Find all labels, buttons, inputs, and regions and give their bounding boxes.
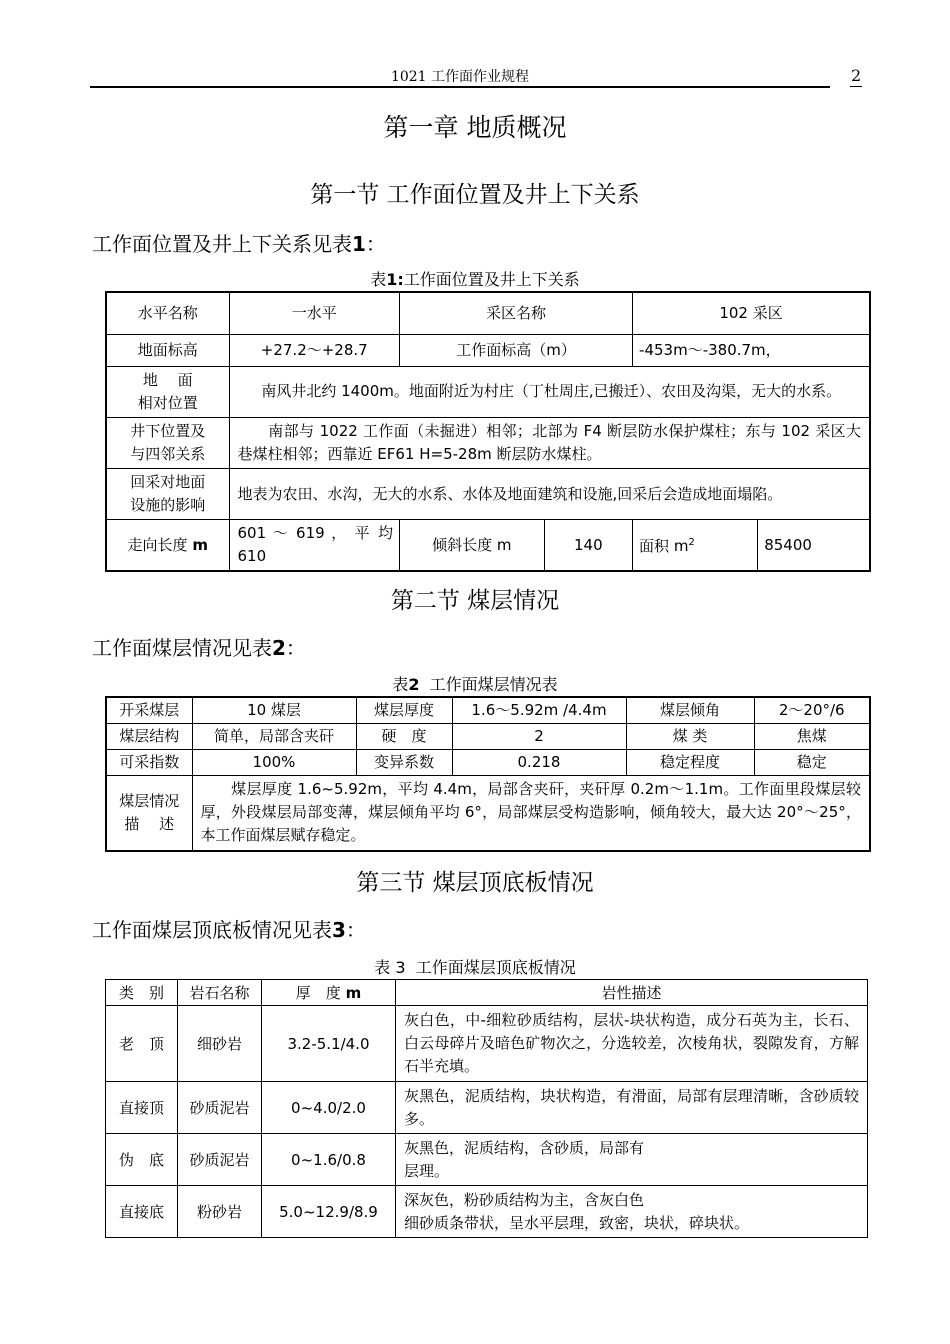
section3-intro-end: ： <box>345 918 366 942</box>
table3-cell: 细砂岩 <box>178 1006 262 1082</box>
table2-row <box>106 697 870 723</box>
header-title: 1021 工作面作业规程 <box>390 69 530 85</box>
table3-header-row <box>106 980 868 1006</box>
table1-cell-text: 面积 m <box>639 537 689 556</box>
section1-intro-text: 工作面位置及井上下关系见表 <box>92 232 352 256</box>
table3-header-cell: 岩石名称 <box>178 980 262 1006</box>
table3-cell-line: 层理。 <box>404 1161 450 1180</box>
table1-cell: 一水平 <box>229 292 399 334</box>
table2-caption-prefix: 表 <box>392 675 409 694</box>
table3-cell <box>396 1134 868 1186</box>
table1-row <box>106 417 870 468</box>
table2-cell: 2 <box>452 723 626 749</box>
table1-cell-line: 回采对地面 <box>130 472 206 491</box>
table1-cell: 140 <box>544 519 632 571</box>
section2-intro <box>92 632 306 661</box>
table1-cell <box>106 519 229 571</box>
table1-cell-unit: m <box>192 535 208 554</box>
table3-header-text: 厚 度 <box>295 983 341 1002</box>
table2-cell: 0.218 <box>452 749 626 775</box>
table1-row <box>106 519 870 571</box>
table3-cell: 伪 底 <box>106 1134 178 1186</box>
table2-cell <box>106 775 192 851</box>
section3-title: 第三节 煤层顶底板情况 <box>356 870 594 896</box>
table3-cell: 直接顶 <box>106 1082 178 1134</box>
table1-caption-prefix: 表 <box>370 270 387 289</box>
table1-caption-num: 1: <box>386 270 404 289</box>
table3-header-cell: 类 别 <box>106 980 178 1006</box>
section2-intro-num: 2 <box>272 636 286 660</box>
table1-cell-text: 走向长度 <box>127 535 188 554</box>
table1-cell: 水平名称 <box>106 292 229 334</box>
table3-cell: 灰黑色，泥质结构，块状构造，有滑面，局部有层理清晰，含砂质较多。 <box>396 1082 868 1134</box>
table1-cell: -453m～-380.7m， <box>633 334 870 366</box>
table1-cell: 地表为农田、水沟，无大的水系、水体及地面建筑和设施,回采后会造成地面塌陷。 <box>229 468 870 519</box>
table2-cell: 稳定程度 <box>626 749 754 775</box>
table1-cell-sup: 2 <box>688 537 695 549</box>
table2-seam <box>105 696 871 852</box>
table1-cell-line: 井下位置及 <box>130 421 206 440</box>
table2-row <box>106 775 870 851</box>
table2-cell: 可采指数 <box>106 749 192 775</box>
table1-cell <box>106 417 229 468</box>
section3-intro-num: 3 <box>332 918 346 942</box>
table3-cell: 粉砂岩 <box>178 1186 262 1238</box>
table2-cell-line: 煤层情况 <box>119 791 180 810</box>
table1-caption <box>0 267 950 290</box>
table3-row <box>106 1134 868 1186</box>
table1-cell: 85400 <box>758 519 870 571</box>
table3-caption: 表 3 工作面煤层顶底板情况 <box>374 958 576 977</box>
table3-cell-line: 深灰色，粉砂质结构为主，含灰白色 <box>404 1190 645 1209</box>
table3-cell: 砂质泥岩 <box>178 1134 262 1186</box>
table2-cell: 稳定 <box>754 749 870 775</box>
table2-cell: 2～20°/6 <box>754 697 870 723</box>
section3-intro <box>92 914 366 943</box>
table1-cell: 工作面标高（m） <box>399 334 632 366</box>
table1-cell-line: 地 面 <box>142 370 193 389</box>
table3-cell: 5.0~12.9/8.9 <box>262 1186 396 1238</box>
table3-cell: 3.2-5.1/4.0 <box>262 1006 396 1082</box>
table1-cell: 南风井北约 1400m。地面附近为村庄（丁杜周庄,已搬迁）、农田及沟渠，无大的水系。 <box>229 366 870 417</box>
table1-row <box>106 366 870 417</box>
table3-cell: 老 顶 <box>106 1006 178 1082</box>
section1-title: 第一节 工作面位置及井上下关系 <box>310 182 640 208</box>
table3-roof-floor <box>105 979 868 1238</box>
table1-cell-line: 设施的影响 <box>130 495 206 514</box>
table1-cell: 102 采区 <box>633 292 870 334</box>
table2-cell: 煤层厚度 <box>356 697 452 723</box>
section2-intro-end: ： <box>285 636 306 660</box>
table2-caption-text: 工作面煤层情况表 <box>419 675 558 694</box>
table1-row <box>106 292 870 334</box>
table2-row <box>106 749 870 775</box>
table2-cell: 煤 类 <box>626 723 754 749</box>
section1-intro-num: 1 <box>352 232 366 256</box>
section3-intro-text: 工作面煤层顶底板情况见表 <box>92 918 332 942</box>
table2-cell: 1.6～5.92m /4.4m <box>452 697 626 723</box>
table1-cell: 601 ～ 619 ， 平 均 610 <box>229 519 399 571</box>
table2-cell: 100% <box>192 749 356 775</box>
table2-caption <box>0 672 950 695</box>
table2-cell: 10 煤层 <box>192 697 356 723</box>
table3-header-cell: 岩性描述 <box>396 980 868 1006</box>
table3-row <box>106 1006 868 1082</box>
table3-row <box>106 1082 868 1134</box>
table1-location <box>105 291 871 572</box>
table1-caption-text: 工作面位置及井上下关系 <box>403 270 580 289</box>
table2-cell: 焦煤 <box>754 723 870 749</box>
table3-cell: 0~4.0/2.0 <box>262 1082 396 1134</box>
section1-intro <box>92 228 386 257</box>
table2-row <box>106 723 870 749</box>
table1-cell: 南部与 1022 工作面（未掘进）相邻；北部为 F4 断层防水保护煤柱；东与 102 采区大巷煤柱相邻；西靠近 EF61 H=5-28m 断层防水煤柱。 <box>229 417 870 468</box>
table1-row <box>106 468 870 519</box>
section2-title: 第二节 煤层情况 <box>390 588 560 614</box>
table2-cell: 煤层倾角 <box>626 697 754 723</box>
table3-header-cell <box>262 980 396 1006</box>
table3-row <box>106 1186 868 1238</box>
table3-cell: 砂质泥岩 <box>178 1082 262 1134</box>
section1-intro-end: ： <box>365 232 386 256</box>
table3-cell: 灰白色，中-细粒砂质结构，层状-块状构造，成分石英为主，长石、白云母碎片及暗色矿物次之，分选较差，次棱角状，裂隙发育，方解石半充填。 <box>396 1006 868 1082</box>
table1-cell <box>106 366 229 417</box>
table2-caption-num: 2 <box>408 675 420 694</box>
chapter-title: 第一章 地质概况 <box>383 113 567 142</box>
table3-cell: 直接底 <box>106 1186 178 1238</box>
table3-cell <box>396 1186 868 1238</box>
table1-cell-line: 相对位置 <box>137 393 198 412</box>
table2-cell-line: 描 述 <box>124 814 175 833</box>
page-number: 2 <box>851 66 862 85</box>
table2-cell: 变异系数 <box>356 749 452 775</box>
table2-cell: 开采煤层 <box>106 697 192 723</box>
table3-cell: 0~1.6/0.8 <box>262 1134 396 1186</box>
table1-cell: 倾斜长度 m <box>399 519 544 571</box>
section2-intro-text: 工作面煤层情况见表 <box>92 636 272 660</box>
table1-cell <box>633 519 758 571</box>
table2-cell: 煤层结构 <box>106 723 192 749</box>
table3-cell-line: 细砂质条带状，呈水平层理，致密，块状，碎块状。 <box>404 1213 750 1232</box>
table3-header-unit: m <box>345 983 362 1002</box>
table1-cell <box>106 468 229 519</box>
table3-cell-line: 灰黑色，泥质结构，含砂质，局部有 <box>404 1138 645 1157</box>
table1-cell-line: 与四邻关系 <box>130 444 206 463</box>
table1-cell: 采区名称 <box>399 292 632 334</box>
table2-cell: 硬 度 <box>356 723 452 749</box>
table1-row <box>106 334 870 366</box>
table1-cell: 地面标高 <box>106 334 229 366</box>
table1-cell: +27.2～+28.7 <box>229 334 399 366</box>
page-header <box>90 62 830 88</box>
table2-cell: 简单，局部含夹矸 <box>192 723 356 749</box>
table2-cell: 煤层厚度 1.6~5.92m，平均 4.4m，局部含夹矸，夹矸厚 0.2m～1.1m。工作面里段煤层较厚，外段煤层局部变薄，煤层倾角平均 6°，局部煤层受构造影响，倾角较大，最大达 20°～25°，本工作面煤层赋存稳定。 <box>192 775 870 851</box>
